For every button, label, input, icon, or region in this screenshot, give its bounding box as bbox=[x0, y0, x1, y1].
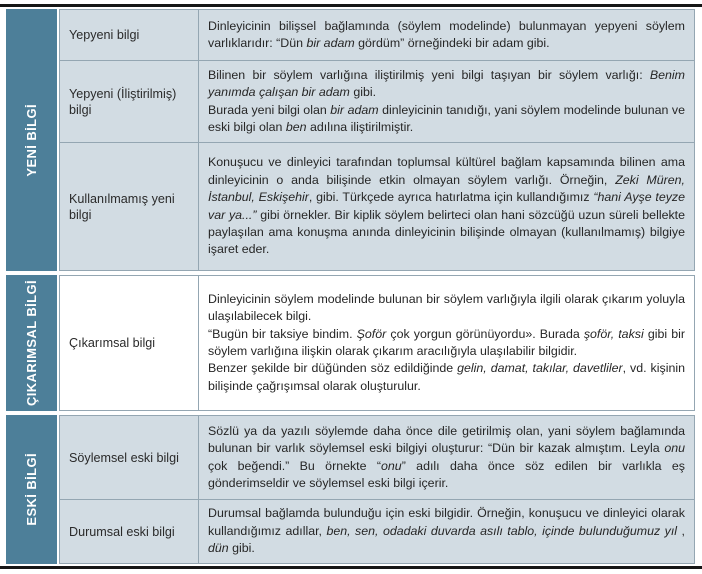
table-row bbox=[60, 143, 694, 270]
information-types-table bbox=[0, 4, 702, 569]
description-paragraph: Bilinen bir söylem varlığına iliştirilmiş yeni bilgi taşıyan bir söylem varlığı: Benim yanımda çalışan bir adam gibi. bbox=[208, 67, 685, 100]
group-label: ESKİ BİLGİ bbox=[24, 453, 39, 526]
category-cell bbox=[60, 143, 198, 270]
category-label: Çıkarımsal bilgi bbox=[69, 336, 156, 350]
category-cell bbox=[60, 276, 198, 410]
description-cell bbox=[199, 61, 694, 142]
description-paragraph: Konuşucu ve dinleyici tarafından toplumsal kültürel bağlam kapsamında bilinen ama dinleyicinin o anda bilişinde etkin olmayan söylem varlığı. Örneğin, Zeki Müren, İstanbul, Eskişehir, gibi. Türkçede ayrıca hatırlatma için kullandığımız “hani Ayşe teyze var ya...” gibi örnekler. Bir kiplik söylem belirteci olan hani sözcüğü uzun süreli bellekte paylaşılan ama konuşma anında dinleyicinin bilişinde olmayan (kullanılmamış) bilgiye işaret eder. bbox=[208, 155, 686, 257]
description-paragraph: Dinleyicinin bilişsel bağlamında (söylem modelinde) bulunmayan yepyeni söylem varlıklarıdır: “Dün bir adam gördüm” örneğindeki bir adam gibi. bbox=[208, 18, 685, 50]
table-row bbox=[60, 500, 694, 563]
table-row bbox=[60, 61, 694, 142]
group-label: ÇIKARIMSAL BİLGİ bbox=[24, 279, 39, 407]
info-table-body bbox=[6, 9, 695, 564]
description-paragraph: Burada yeni bilgi olan bir adam dinleyicinin tanıdığı, yani söylem modelinde bulunan ve eski bilgi olan ben adılına iliştirilmiştir. bbox=[208, 102, 685, 134]
category-cell bbox=[60, 61, 198, 142]
category-label: Yepyeni bilgi bbox=[69, 28, 140, 42]
group-rows bbox=[59, 415, 695, 564]
category-label: Kullanılmamış yeni bilgi bbox=[69, 191, 175, 222]
category-cell bbox=[60, 500, 198, 563]
description-paragraph: Dinleyicinin söylem modelinde bulunan bir söylem varlığıyla ilgili olarak çıkarım yoluyla ulaşılabilecek bilgi. bbox=[208, 291, 685, 324]
description-cell bbox=[199, 10, 694, 60]
table-row bbox=[60, 416, 694, 499]
category-label: Yepyeni (İliştirilmiş) bilgi bbox=[69, 86, 177, 117]
group-header-cell bbox=[6, 275, 57, 411]
table-row bbox=[60, 276, 694, 410]
description-paragraph: “Bugün bir taksiye bindim. Şoför çok yorgun görünüyordu». Burada şoför, taksi gibi bir söylem varlığına ilişkin olarak çıkarım aracılığıyla ulaşılabilir bilgidir. bbox=[208, 326, 685, 358]
info-group bbox=[6, 415, 695, 564]
group-header-cell bbox=[6, 9, 57, 271]
category-cell bbox=[60, 416, 198, 499]
category-label: Söylemsel eski bilgi bbox=[69, 450, 179, 465]
category-label: Durumsal eski bilgi bbox=[69, 524, 175, 539]
group-label: YENİ BİLGİ bbox=[24, 103, 39, 177]
group-header-cell bbox=[6, 415, 57, 564]
description-paragraph: Benzer şekilde bir düğünden söz edildiğinde gelin, damat, takılar, davetliler, vd. kişinin bilişinde çağrışımsal olarak oluşturulur. bbox=[208, 361, 685, 393]
group-rows bbox=[59, 275, 695, 411]
info-group bbox=[6, 9, 695, 271]
description-cell bbox=[199, 500, 694, 563]
description-cell bbox=[199, 276, 694, 410]
description-cell bbox=[199, 416, 694, 499]
description-paragraph: Durumsal bağlamda bulunduğu için eski bilgidir. Örneğin, konuşucu ve dinleyici olarak kullandığımız adıllar, ben, sen, odadaki duvarda asılı tablo, içinde bulunduğumuz yıl , dün gibi. bbox=[208, 506, 685, 556]
info-group bbox=[6, 275, 695, 411]
category-cell bbox=[60, 10, 198, 60]
group-rows bbox=[59, 9, 695, 271]
table-row bbox=[60, 10, 694, 60]
description-paragraph: Sözlü ya da yazılı söylemde daha önce dile getirilmiş olan, yani söylem bağlamında bulunan bir varlık söylemsel eski bilgiyi oluşturur: “Dün bir kazak almıştım. Leyla onu çok beğendi.” Bu örnekte “onu” adılı daha önce söz edilen bir varlıkla eş gönderimseldir ve söylemsel eski bilgi içerir. bbox=[208, 423, 685, 490]
description-cell bbox=[199, 143, 694, 270]
